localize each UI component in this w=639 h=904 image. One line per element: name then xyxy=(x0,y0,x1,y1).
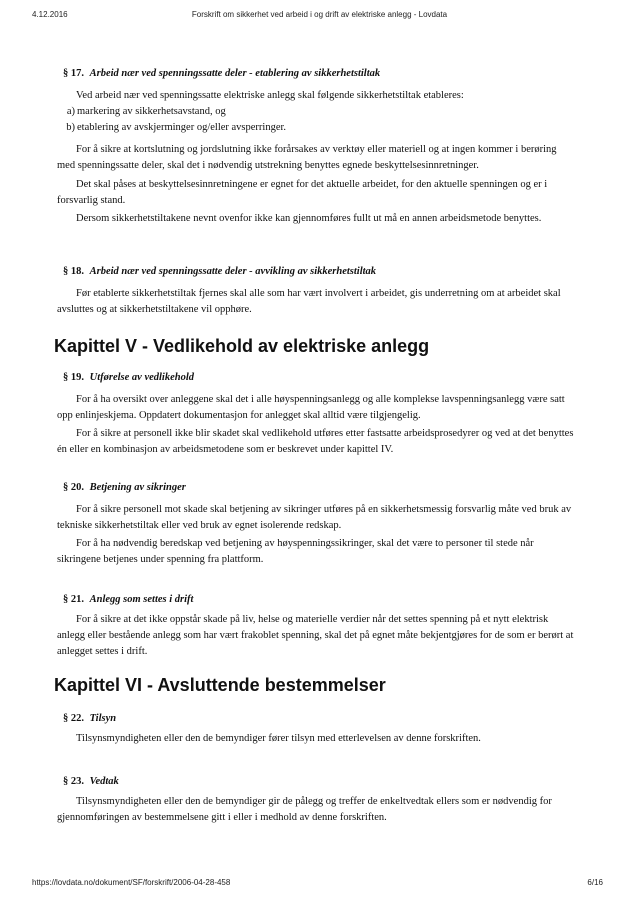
s19-paragraph-1: For å ha oversikt over anleggene skal det i alle høyspenningsanlegg og alle komplekse lavspenningsanlegg være satt opp enlinjeskjema. Oppdatert dokumentasjon for anlegget skal alltid være tilgjengelig. xyxy=(57,394,565,421)
section-number: § 18. xyxy=(63,266,84,277)
page-number: 6/16 xyxy=(587,878,603,887)
section-number: § 20. xyxy=(63,482,84,493)
s17-paragraph-3: Dersom sikkerhetstiltakene nevnt ovenfor ikke kan gjennomføres fullt ut må en annen arbeidsmetode benyttes. xyxy=(76,213,542,224)
section-17-heading[interactable] xyxy=(63,68,380,79)
section-number: § 22. xyxy=(63,713,84,724)
section-number: § 19. xyxy=(63,372,84,383)
section-number: § 21. xyxy=(63,594,84,605)
section-title: Arbeid nær ved spenningssatte deler - etablering av sikkerhetstiltak xyxy=(89,68,381,79)
section-20-heading[interactable] xyxy=(63,482,186,493)
list-text: markering av sikkerhetsavstand, og xyxy=(77,106,226,117)
section-title: Arbeid nær ved spenningssatte deler - avvikling av sikkerhetstiltak xyxy=(89,266,377,277)
s21-paragraph-1: For å sikre at det ikke oppstår skade på liv, helse og materielle verdier når det settes spenning på et nytt elektrisk anlegg eller bestående anlegg som har vært frakoblet spenning, skal det på egnet måte bekjentgjøres for de som er berørt at anlegget settes i drift. xyxy=(57,614,574,657)
list-item xyxy=(63,120,286,136)
section-22-heading[interactable] xyxy=(63,713,116,724)
list-marker: a) xyxy=(66,106,75,117)
s17-intro: Ved arbeid nær ved spenningssatte elektriske anlegg skal følgende sikkerhetstiltak etableres: xyxy=(76,90,464,101)
section-title: Utførelse av vedlikehold xyxy=(89,372,195,383)
s20-paragraph-1: For å sikre personell mot skade skal betjening av sikringer utføres på en sikkerhetsmessig forsvarlig måte ved bruk av tekniske sikkerhetstiltak eller ved bruk av egnet isolerende redskap. xyxy=(57,504,572,531)
chapter-6-heading: Kapittel VI - Avsluttende bestemmelser xyxy=(54,675,386,695)
section-number: § 23. xyxy=(63,776,84,787)
document-title: Forskrift om sikkerhet ved arbeid i og drift av elektriske anlegg - Lovdata xyxy=(191,10,448,19)
list-item xyxy=(63,104,226,120)
section-title: Tilsyn xyxy=(89,713,117,724)
section-23-heading[interactable] xyxy=(63,776,119,787)
print-footer xyxy=(0,878,639,892)
section-21-heading[interactable] xyxy=(63,594,193,605)
print-date: 4.12.2016 xyxy=(32,10,68,19)
list-text: etablering av avskjerminger og/eller avsperringer. xyxy=(77,122,287,133)
section-title: Anlegg som settes i drift xyxy=(89,594,194,605)
document-url[interactable]: https://lovdata.no/dokument/SF/forskrift/2006-04-28-458 xyxy=(32,878,231,887)
print-header xyxy=(0,10,639,24)
section-18-heading[interactable] xyxy=(63,266,376,277)
s20-paragraph-2: For å ha nødvendig beredskap ved betjening av høyspenningssikringer, skal det være to personer til stede når sikringene betjenes under spenning fra plattform. xyxy=(57,538,534,565)
section-title: Betjening av sikringer xyxy=(89,482,186,493)
s23-paragraph-1: Tilsynsmyndigheten eller den de bemyndiger gir de pålegg og treffer de enkeltvedtak ellers som er nødvendig for gjennomføringen av bestemmelsene gitt i eller i medhold av denne forskriften. xyxy=(57,796,552,823)
s17-paragraph-2: Det skal påses at beskyttelsesinnretningene er egnet for det aktuelle arbeidet, for den aktuelle spenningen og er i forsvarlig stand. xyxy=(57,179,548,206)
section-19-heading[interactable] xyxy=(63,372,194,383)
section-number: § 17. xyxy=(63,68,84,79)
list-marker: b) xyxy=(66,122,75,133)
section-title: Vedtak xyxy=(89,776,119,787)
s17-paragraph-1: For å sikre at kortslutning og jordslutning ikke forårsakes av verktøy eller materiell og at ingen kommer i berøring med spenningssatte deler, skal det i nødvendig utstrekning benyttes egnede beskyttelsesinnretninger. xyxy=(57,144,557,171)
chapter-5-heading: Kapittel V - Vedlikehold av elektriske anlegg xyxy=(54,336,430,356)
s22-paragraph-1: Tilsynsmyndigheten eller den de bemyndiger fører tilsyn med etterlevelsen av denne forskriften. xyxy=(76,733,481,744)
s19-paragraph-2: For å sikre at personell ikke blir skadet skal vedlikehold utføres etter fastsatte arbeidsprosedyrer og ved at det benyttes én eller en kombinasjon av arbeidsmetodene som er beskrevet under kapittel IV. xyxy=(57,428,574,455)
s18-paragraph-1: Før etablerte sikkerhetstiltak fjernes skal alle som har vært involvert i arbeidet, gis underretning om at arbeidet skal avsluttes og at sikkerhetstiltakene vil opphøre. xyxy=(57,288,561,315)
